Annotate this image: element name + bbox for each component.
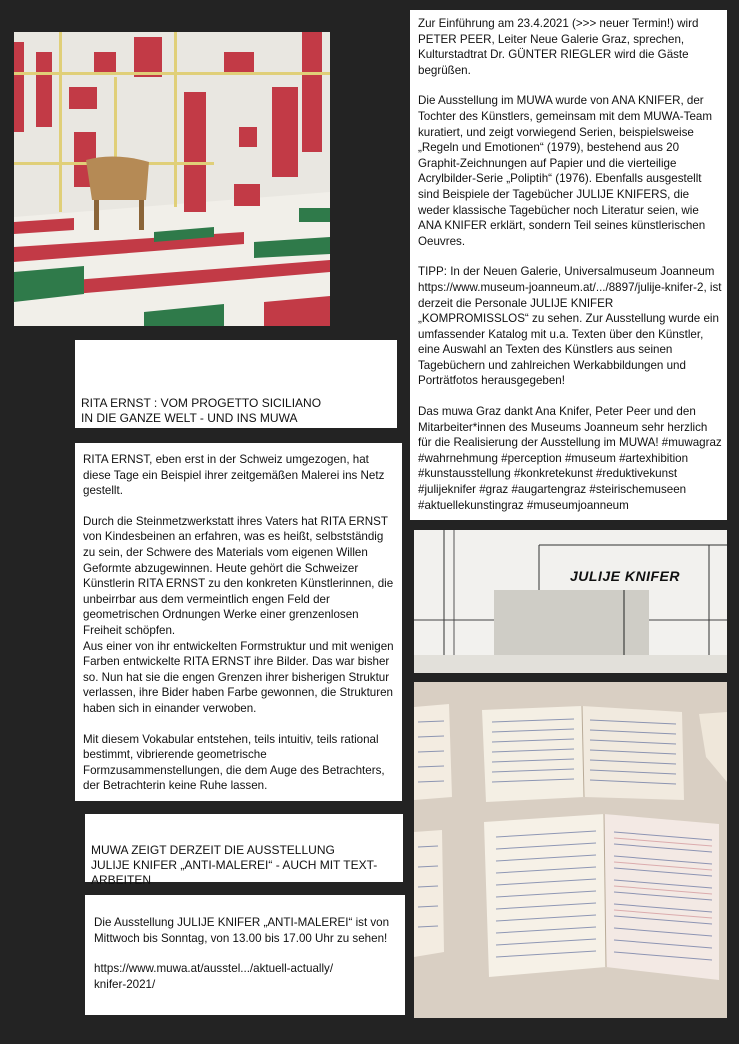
julije-knifer-title: JULIJE KNIFER <box>570 568 680 584</box>
rita-ernst-heading: RITA ERNST : VOM PROGETTO SICILIANO IN DIE GANZE WELT - UND INS MUWA <box>81 396 322 425</box>
muwa-heading: MUWA ZEIGT DERZEIT DIE AUSSTELLUNG JULIJE KNIFER „ANTI-MALEREI“ - AUCH MIT TEXT- ARBEITEN <box>91 843 378 887</box>
tip-paragraph: TIPP: In der Neuen Galerie, Universalmuseum Joanneum https://www.museum-joanneum.at/.../8897/julije-knifer-2, ist derzeit die Personale JULIJE KNIFER „KOMPROMISSLOS“ zu sehen. Zur Ausstellung wurde ein umfassender Katalog mit u.a. Texten über den Künstler, eine Auswahl an Texten des Künstlers aus seinen Tagebüchern und zahlreichen Werkabbildungen und Porträtfotos herausgegeben! <box>418 265 722 388</box>
intro-paragraph: Zur Einführung am 23.4.2021 (>>> neuer Termin!) wird PETER PEER, Leiter Neue Galerie Graz, sprechen, Kulturstadtrat Dr. GÜNTER RIEGLER wird die Gäste begrüßen. <box>418 17 699 77</box>
rita-body-paragraph: Durch die Steinmetzwerkstatt ihres Vaters hat RITA ERNST von Kindesbeinen an erfahren, was es heißt, selbstständig zu sein, der Schwere des Materials vom eigenen Willen Geformte abzugewinnen. Heute gehört die Schweizer Künstlerin RITA ERNST zu den konkreten Künstlerinnen, die unbeirrbar aus dem vermeintlich engen Feld der geometrischen Ordnungen Werke einer grenzenlosen Freiheit schöpfen. Aus einer von ihr entwickelten Formstruktur und mit wenigen Farben entwickelte RITA ERNST ihre Bilder. Das war bisher so. Nun hat sie die engen Grenzen ihrer bisherigen Struktur verlassen, ihre Bider haben Farbe gewonnen, die Strukturen haben sich in einander verwoben. <box>83 514 394 715</box>
exhibition-info-card <box>410 10 727 520</box>
julije-knifer-title-photo <box>414 530 727 673</box>
thanks-paragraph: Das muwa Graz dankt Ana Knifer, Peter Peer und den Mitarbeiter*innen des Museums Joanneum sehr herzlich für die Realisierung der Ausstellung im MUWA! #muwagraz #wahrnehmung #perception #museum #artexhibition #kunstausstellung #konkretekunst #reduktivekunst #julijeknifer #graz #augartengraz #steirischemuseen #aktuellekunstingraz #museumjoanneum <box>418 405 722 512</box>
rita-ernst-text-card <box>75 443 402 801</box>
rita-ernst-heading-card <box>75 340 397 428</box>
opening-hours-paragraph: Die Ausstellung JULIJE KNIFER „ANTI-MALEREI“ ist von Mittwoch bis Sonntag, von 13.00 bis 17.00 Uhr zu sehen! <box>94 916 390 945</box>
muwa-heading-card <box>85 814 403 887</box>
julije-knifer-diaries-photo <box>414 682 727 1018</box>
rita-closing-paragraph: Mit diesem Vokabular entstehen, teils intuitiv, teils rational bestimmt, vibrierende geometrische Formzusammenstellungen, die dem Auge des Betrachters, der Betrachterin keine Ruhe lassen. <box>83 732 385 793</box>
rita-ernst-installation-photo <box>14 32 330 326</box>
opening-hours-card <box>85 895 405 1015</box>
exhibition-link[interactable]: https://www.muwa.at/ausstel.../aktuell-actually/ knifer-2021/ <box>94 962 334 991</box>
curation-paragraph: Die Ausstellung im MUWA wurde von ANA KNIFER, der Tochter des Künstlers, gemeinsam mit dem MUWA-Team kuratiert, und zeigt vorwiegend Serien, beispielsweise „Regeln und Emotionen“ (1979), bestehend aus 20 Graphit-Zeichnungen auf Papier und die vierteilige Acrylbilder-Serie „Poliptih“ (1976). Ebenfalls ausgestellt sind Beispiele der Tagebücher JULIJE KNIFERS, die weder klassische Tagebücher noch Literatur seien, wie ANA KNIFER erklärt, sondern Teil seines künstlerischen Oeuvres. <box>418 94 713 248</box>
rita-intro-paragraph: RITA ERNST, eben erst in der Schweiz umgezogen, hat diese Tage ein Beispiel ihrer zeitgemäßen Malerei ins Netz gestellt. <box>83 453 385 498</box>
